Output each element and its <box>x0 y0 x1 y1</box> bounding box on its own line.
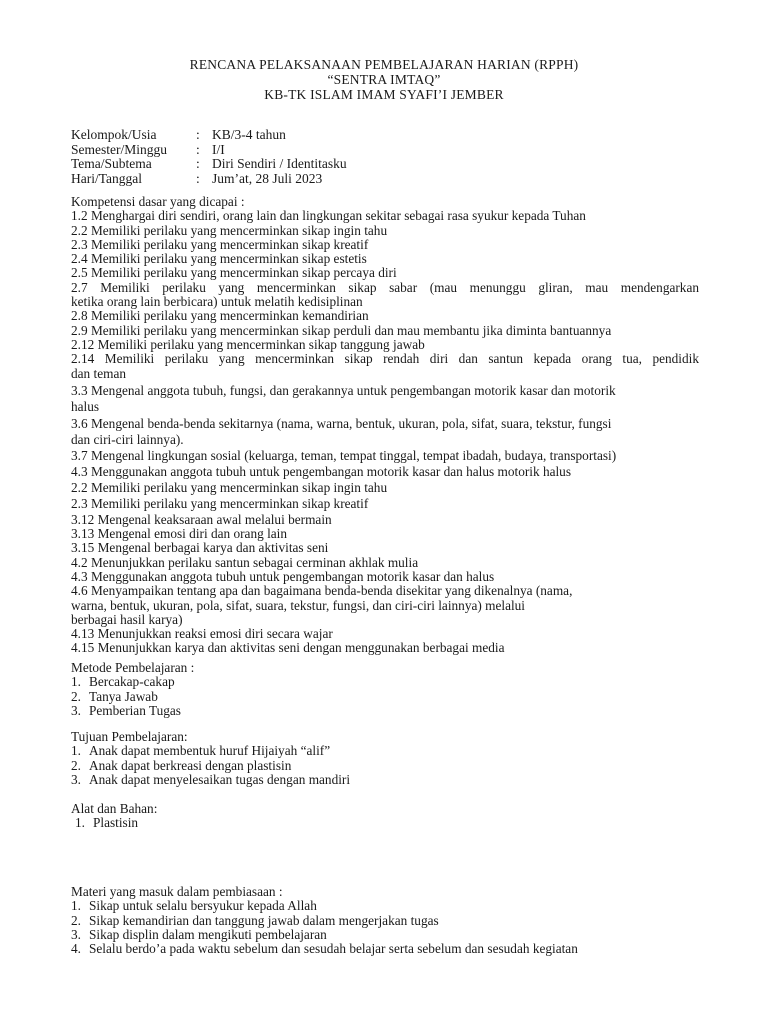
section-heading: Materi yang masuk dalam pembiasaan : <box>71 885 283 899</box>
list-text: Anak dapat berkreasi dengan plastisin <box>89 757 292 773</box>
kompetensi-line: 3.12 Mengenal keaksaraan awal melalui bermain <box>71 512 332 527</box>
list-item <box>71 928 711 942</box>
list-item <box>71 744 699 758</box>
materi-section <box>71 885 711 956</box>
section-heading: Kompetensi dasar yang dicapai : <box>71 195 245 209</box>
kompetensi-line: 2.2 Memiliki perilaku yang mencerminkan sikap ingin tahu <box>71 480 388 495</box>
alat-section <box>71 802 699 831</box>
list-item <box>71 704 699 718</box>
identity-separator: : <box>196 156 200 172</box>
kompetensi-line: 2.3 Memiliki perilaku yang mencerminkan sikap kreatif <box>71 237 369 252</box>
kompetensi-line: 2.14 Memiliki perilaku yang mencerminkan sikap rendah diri dan santun kepada orang tua, pendidik <box>71 352 699 367</box>
kompetensi-line: 4.2 Menunjukkan perilaku santun sebagai cerminan akhlak mulia <box>71 555 419 570</box>
list-number: 2. <box>71 757 81 773</box>
kompetensi-line: 1.2 Menghargai diri sendiri, orang lain dan lingkungan sekitar sebagai rasa syukur kepada Tuhan <box>71 209 586 224</box>
list-text: Pemberian Tugas <box>89 702 181 718</box>
kompetensi-line: ketika orang lain berbicara) untuk melatih kedisiplinan <box>71 295 363 310</box>
identity-row <box>71 172 347 187</box>
identity-value: Diri Sendiri / Identitasku <box>212 156 347 172</box>
identity-label: Kelompok/Usia <box>71 127 157 142</box>
identity-separator: : <box>196 171 200 187</box>
identity-section <box>71 128 347 187</box>
list-number: 3. <box>71 702 81 718</box>
list-item <box>71 914 711 928</box>
kompetensi-line: dan ciri-ciri lainnya). <box>71 433 184 448</box>
section-heading: Metode Pembelajaran : <box>71 661 195 675</box>
identity-label: Hari/Tanggal <box>71 171 143 187</box>
kompetensi-line: 4.15 Menunjukkan karya dan aktivitas seni dengan menggunakan berbagai media <box>71 641 505 656</box>
list-text: Sikap kemandirian dan tanggung jawab dalam mengerjakan tugas <box>89 912 439 928</box>
identity-label: Tema/Subtema <box>71 156 152 172</box>
list-number: 2. <box>71 912 81 928</box>
list-text: Sikap displin dalam mengikuti pembelajaran <box>89 926 327 942</box>
section-heading: Alat dan Bahan: <box>71 802 158 816</box>
list-item <box>71 690 699 704</box>
identity-separator: : <box>196 141 200 157</box>
list-number: 2. <box>71 688 81 704</box>
kompetensi-line: 3.6 Mengenal benda-benda sekitarnya (nama, warna, bentuk, ukuran, pola, sifat, suara, tekstur, fungsi <box>71 417 612 432</box>
kompetensi-line: 3.7 Mengenal lingkungan sosial (keluarga, teman, tempat tinggal, tempat ibadah, budaya, transportasi) <box>71 449 617 464</box>
kompetensi-line: dan teman <box>71 366 127 381</box>
kompetensi-line: 2.5 Memiliki perilaku yang mencerminkan sikap percaya diri <box>71 266 397 281</box>
kompetensi-line: 2.2 Memiliki perilaku yang mencerminkan sikap ingin tahu <box>71 223 388 238</box>
list-number: 3. <box>71 771 81 787</box>
kompetensi-line: warna, bentuk, ukuran, pola, sifat, suara, tekstur, fungsi, dan ciri-ciri lainnya) melalui <box>71 598 526 613</box>
section-heading: Tujuan Pembelajaran: <box>71 730 188 744</box>
doc-subtitle-school: KB-TK ISLAM IMAM SYAFI’I JEMBER <box>264 87 504 102</box>
identity-row <box>71 157 347 172</box>
kompetensi-line: berbagai hasil karya) <box>71 612 183 627</box>
identity-separator: : <box>196 127 200 142</box>
list-text: Tanya Jawab <box>89 688 158 704</box>
list-number: 1. <box>71 674 81 690</box>
kompetensi-line: 3.13 Mengenal emosi diri dan orang lain <box>71 527 288 542</box>
list-item <box>71 675 699 689</box>
identity-value: I/I <box>212 141 225 157</box>
kompetensi-line: 4.3 Menggunakan anggota tubuh untuk pengembangan motorik kasar dan halus <box>71 569 495 584</box>
kompetensi-line: 2.12 Memiliki perilaku yang mencerminkan sikap tanggung jawab <box>71 337 425 352</box>
list-item <box>71 942 711 956</box>
identity-value: Jum’at, 28 Juli 2023 <box>212 171 323 187</box>
list-item <box>71 759 699 773</box>
kompetensi-line: 4.13 Menunjukkan reaksi emosi diri secara wajar <box>71 627 333 642</box>
list-text: Anak dapat membentuk huruf Hijaiyah “alif” <box>89 743 331 759</box>
kompetensi-line: 2.4 Memiliki perilaku yang mencerminkan sikap estetis <box>71 252 367 267</box>
tujuan-section <box>71 730 699 787</box>
kompetensi-line: 2.3 Memiliki perilaku yang mencerminkan sikap kreatif <box>71 496 369 511</box>
list-text: Anak dapat menyelesaikan tugas dengan mandiri <box>89 771 351 787</box>
list-item <box>71 899 711 913</box>
list-text: Bercakap-cakap <box>89 674 175 690</box>
identity-value: KB/3-4 tahun <box>212 127 286 142</box>
metode-section <box>71 661 699 718</box>
identity-row <box>71 128 347 143</box>
doc-subtitle-sentra: “SENTRA IMTAQ” <box>327 72 441 87</box>
kompetensi-line: 2.7 Memiliki perilaku yang mencerminkan sikap sabar (mau menunggu gliran, mau mendengarkan <box>71 280 699 295</box>
kompetensi-line: 2.9 Memiliki perilaku yang mencerminkan sikap perduli dan mau membantu jika diminta bantuannya <box>71 323 612 338</box>
list-text: Plastisin <box>93 815 139 831</box>
kompetensi-line: 4.6 Menyampaikan tentang apa dan bagaimana benda-benda disekitar yang dikenalnya (nama, <box>71 584 573 599</box>
kompetensi-line: 3.3 Mengenal anggota tubuh, fungsi, dan gerakannya untuk pengembangan motorik kasar dan motorik <box>71 384 616 399</box>
list-number: 1. <box>75 815 85 831</box>
kompetensi-line: 2.8 Memiliki perilaku yang mencerminkan kemandirian <box>71 309 369 324</box>
list-text: Selalu berdo’a pada waktu sebelum dan sesudah belajar serta sebelum dan sesudah kegiatan <box>89 941 578 957</box>
list-number: 3. <box>71 926 81 942</box>
identity-row <box>71 143 347 158</box>
list-item <box>71 816 699 830</box>
kompetensi-section <box>71 195 699 656</box>
list-item <box>71 773 699 787</box>
kompetensi-line: 3.15 Mengenal berbagai karya dan aktivitas seni <box>71 541 329 556</box>
kompetensi-line: halus <box>71 399 100 414</box>
kompetensi-line: 4.3 Menggunakan anggota tubuh untuk pengembangan motorik kasar dan halus motorik halus <box>71 465 572 480</box>
identity-label: Semester/Minggu <box>71 141 167 157</box>
list-number: 1. <box>71 743 81 759</box>
list-number: 4. <box>71 941 81 957</box>
list-text: Sikap untuk selalu bersyukur kepada Allah <box>89 898 317 914</box>
doc-title: RENCANA PELAKSANAAN PEMBELAJARAN HARIAN (RPPH) <box>189 57 579 72</box>
list-number: 1. <box>71 898 81 914</box>
